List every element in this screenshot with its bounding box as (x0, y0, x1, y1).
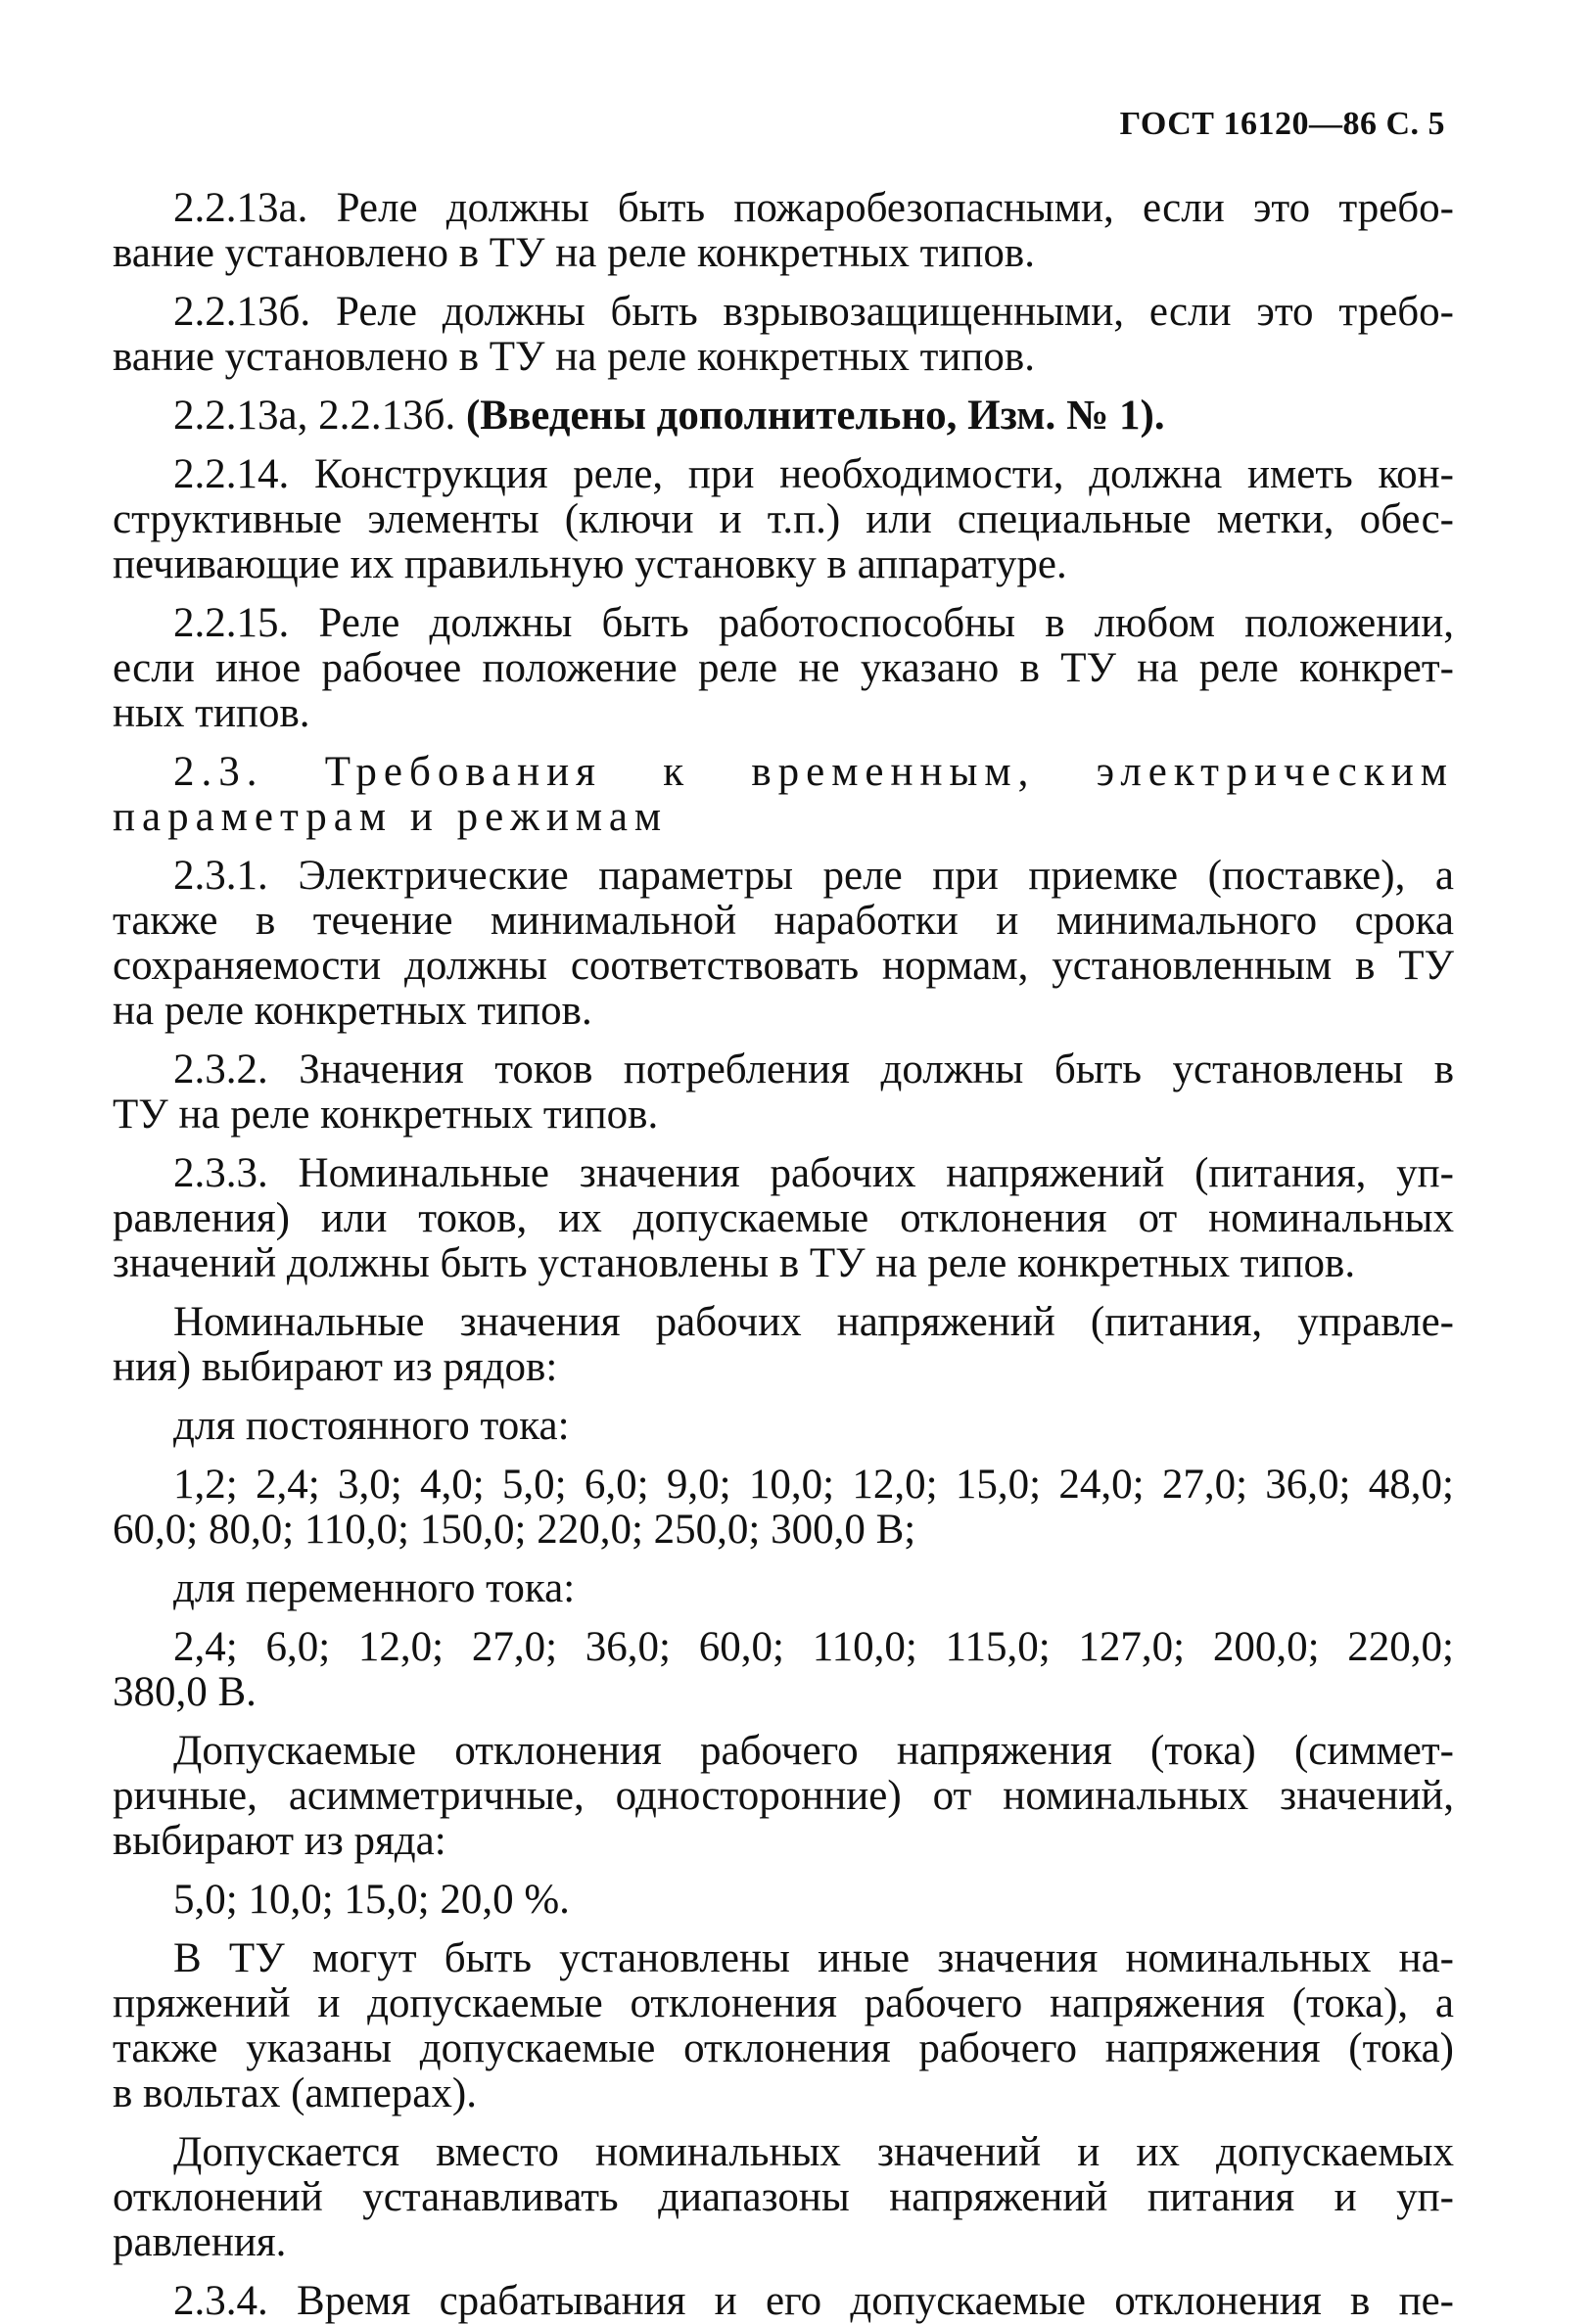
text-line: 2.2.15. Реле должны быть работоспособны в любом положении, (173, 600, 1454, 646)
paragraph-nominal-values (113, 1300, 1454, 1390)
text-line: также в течение минимальной наработки и минимального срока (113, 898, 1454, 944)
text-line: вание установлено в ТУ на реле конкретных типов. (113, 334, 1035, 380)
text-line: для переменного тока: (173, 1565, 576, 1611)
page-header: ГОСТ 16120—86 С. 5 (1119, 106, 1445, 142)
text-line: равления) или токов, их допускаемые отклонения от номинальных (113, 1195, 1454, 1241)
heading-line: параметрам и режимам (113, 794, 669, 840)
text-line: на реле конкретных типов. (113, 988, 592, 1034)
text-line: выбирают из ряда: (113, 1818, 446, 1864)
text-line: значений должны быть установлены в ТУ на реле конкретных типов. (113, 1240, 1356, 1286)
text-line: сохраняемости должны соответствовать нормам, установленным в ТУ (113, 943, 1454, 989)
paragraph-deviations (113, 1729, 1454, 1864)
text-line: 2,4; 6,0; 12,0; 27,0; 36,0; 60,0; 110,0; 115,0; 127,0; 200,0; 220,0; (173, 1624, 1454, 1670)
text-line: вание установлено в ТУ на реле конкретных типов. (113, 230, 1035, 276)
paragraph-deviation-values (113, 1878, 1454, 1923)
paragraph-2-3-4 (113, 2279, 1454, 2324)
text-line: 1,2; 2,4; 3,0; 4,0; 5,0; 6,0; 9,0; 10,0; 12,0; 15,0; 24,0; 27,0; 36,0; 48,0; (173, 1462, 1454, 1508)
document-body (113, 186, 1454, 2324)
text-line: ТУ на реле конкретных типов. (113, 1092, 659, 1138)
text-line: Допускаемые отклонения рабочего напряжения (тока) (симмет- (173, 1728, 1454, 1774)
text-line: В ТУ могут быть установлены иные значения номинальных на- (173, 1935, 1454, 1981)
paragraph-ranges-allowed (113, 2130, 1454, 2265)
text-line: 380,0 В. (113, 1669, 257, 1715)
paragraph-tu-other-values (113, 1936, 1454, 2116)
amendment-ref: 2.2.13а, 2.2.13б. (173, 393, 466, 439)
text-line: ных типов. (113, 690, 310, 736)
paragraph-ac-label (113, 1566, 1454, 1611)
section-heading-2-3 (113, 750, 1454, 840)
text-line: 2.2.13б. Реле должны быть взрывозащищенными, если это требо- (173, 289, 1454, 335)
text-line: 60,0; 80,0; 110,0; 150,0; 220,0; 250,0; 300,0 В; (113, 1507, 916, 1553)
text-line (113, 394, 1454, 439)
text-line: 2.2.13а. Реле должны быть пожаробезопасными, если это требо- (173, 185, 1454, 231)
paragraph-2-3-3 (113, 1151, 1454, 1286)
paragraph-2-3-2 (113, 1047, 1454, 1138)
paragraph-2-2-14 (113, 452, 1454, 587)
amendment-bold-text: (Введены дополнительно, Изм. № 1). (465, 393, 1165, 439)
paragraph-2-2-13a (113, 186, 1454, 276)
text-line: если иное рабочее положение реле не указано в ТУ на реле конкрет- (113, 645, 1454, 691)
text-line: отклонений устанавливать диапазоны напряжений питания и уп- (113, 2174, 1454, 2220)
paragraph-dc-values (113, 1463, 1454, 1553)
text-line: 2.2.14. Конструкция реле, при необходимости, должна иметь кон- (173, 451, 1454, 497)
text-line: Допускается вместо номинальных значений и их допускаемых (173, 2129, 1454, 2175)
text-line: для постоянного тока: (173, 1403, 570, 1449)
paragraph-amendment-note (113, 394, 1454, 439)
text-line: структивные элементы (ключи и т.п.) или специальные метки, обес- (113, 496, 1454, 542)
paragraph-2-2-15 (113, 601, 1454, 736)
paragraph-2-2-13b (113, 290, 1454, 380)
text-line: 2.3.2. Значения токов потребления должны быть установлены в (173, 1046, 1454, 1092)
text-line: пряжений и допускаемые отклонения рабочего напряжения (тока), а (113, 1980, 1454, 2026)
paragraph-dc-label (113, 1404, 1454, 1449)
text-line: 5,0; 10,0; 15,0; 20,0 %. (173, 1877, 570, 1923)
text-line: Номинальные значения рабочих напряжений (питания, управле- (173, 1299, 1454, 1345)
paragraph-2-3-1 (113, 854, 1454, 1034)
text-line: 2.3.3. Номинальные значения рабочих напряжений (питания, уп- (173, 1150, 1454, 1196)
text-line: 2.3.4. Время срабатывания и его допускаемые отклонения в пе- (173, 2278, 1454, 2324)
text-line: также указаны допускаемые отклонения рабочего напряжения (тока) (113, 2025, 1454, 2071)
text-line: печивающие их правильную установку в аппаратуре. (113, 541, 1067, 587)
paragraph-ac-values (113, 1625, 1454, 1715)
text-line: в вольтах (амперах). (113, 2070, 477, 2116)
text-line: ния) выбирают из рядов: (113, 1344, 558, 1390)
text-line: равления. (113, 2219, 287, 2265)
text-line: 2.3.1. Электрические параметры реле при приемке (поставке), а (173, 853, 1454, 899)
text-line: ричные, асимметричные, односторонние) от номинальных значений, (113, 1773, 1454, 1819)
heading-line: 2.3. Требования к временным, электрическим (173, 749, 1454, 795)
